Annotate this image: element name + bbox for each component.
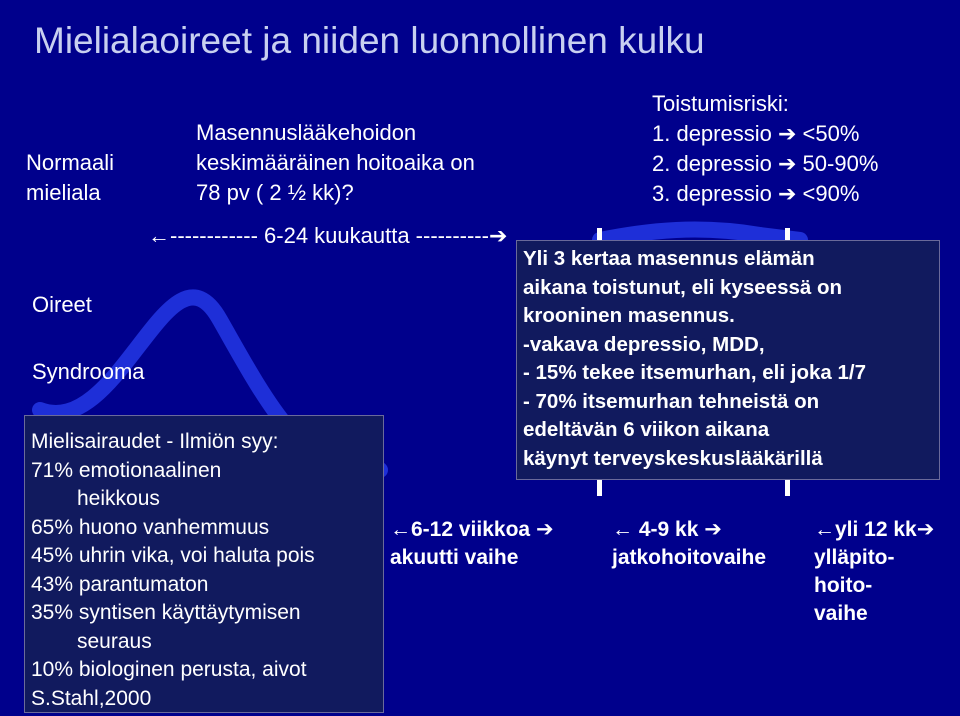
- arrow-right-icon: ➔: [777, 121, 797, 146]
- duration-span: ←------------ 6-24 kuukautta ----------➔: [148, 223, 508, 248]
- risk-item-1: 1. depressio ➔ <50%: [652, 121, 860, 146]
- syndrome-label: Syndrooma: [32, 359, 145, 384]
- arrow-right-icon: ➔: [535, 518, 554, 541]
- phase-marker-4: [785, 478, 790, 496]
- causes-box: Mielisairaudet - Ilmiön syy: 71% emotionaalinen heikkous 65% huono vanhemmuus 45% uhrin vika, voi haluta pois 43% parantumaton 35% syntisen käyttäytymisen seuraus 10% biologinen perusta, aivot S.Stahl,2000: [24, 415, 384, 713]
- treatment-duration-text: Masennuslääkehoidon keskimääräinen hoitoaika on 78 pv ( 2 ½ kk)?: [196, 120, 475, 205]
- phase-acute: ←6-12 viikkoa ➔ akuutti vaihe: [390, 518, 554, 569]
- page-title: Mielialaoireet ja niiden luonnollinen kulku: [34, 20, 705, 61]
- arrow-left-icon: ←: [612, 518, 633, 541]
- arrow-left-icon: ←: [148, 223, 170, 248]
- symptoms-label: Oireet: [32, 292, 92, 317]
- phase-continuation: ← 4-9 kk ➔ jatkohoitovaihe: [612, 518, 767, 569]
- arrow-left-icon: ←: [390, 518, 411, 541]
- phase-marker-3: [597, 478, 602, 496]
- risk-item-3: 3. depressio ➔ <90%: [652, 181, 860, 206]
- arrow-right-icon: ➔: [777, 181, 797, 206]
- risk-item-2: 2. depressio ➔ 50-90%: [652, 151, 879, 176]
- recurrence-risk: Toistumisriski: 1. depressio ➔ <50% 2. depressio ➔ 50-90% 3. depressio ➔ <90%: [652, 89, 878, 209]
- phase-maintenance: ←yli 12 kk➔ ylläpito- hoito- vaihe: [814, 518, 935, 625]
- arrow-right-icon: ➔: [916, 518, 935, 541]
- chronic-depression-info-box: Yli 3 kertaa masennus elämän aikana toistunut, eli kyseessä on krooninen masennus. -vakava depressio, MDD, - 15% tekee itsemurhan, eli joka 1/7 - 70% itsemurhan tehneistä on edeltävän 6 viikon aikana käynyt terveyskeskuslääkärillä: [516, 240, 940, 480]
- arrow-right-icon: ➔: [704, 518, 722, 541]
- arrow-left-icon: ←: [814, 518, 835, 541]
- normal-mood-label: Normaali mieliala: [26, 150, 115, 205]
- arrow-right-icon: ➔: [488, 223, 508, 248]
- course-line-upper: [600, 230, 800, 240]
- arrow-right-icon: ➔: [777, 151, 797, 176]
